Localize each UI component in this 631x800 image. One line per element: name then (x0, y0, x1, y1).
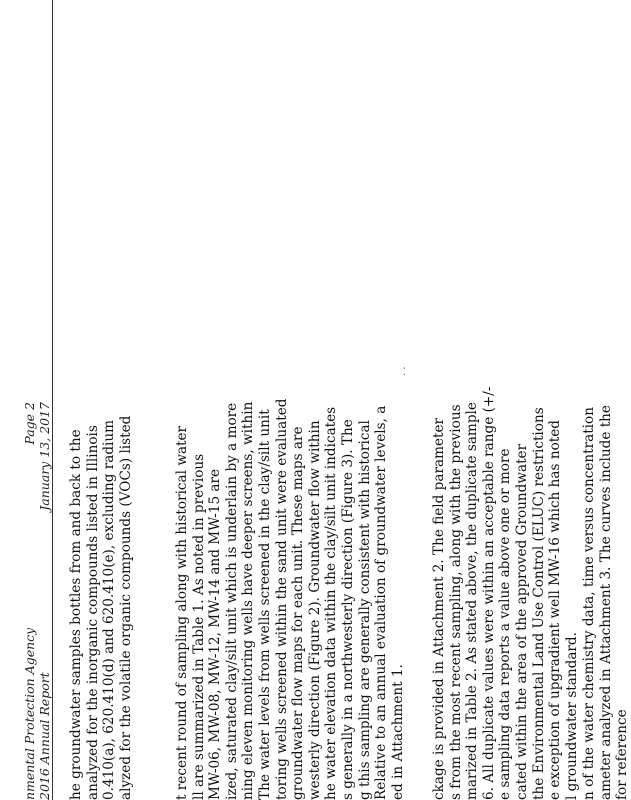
text-line: t recent round of sampling along with historical water (174, 425, 190, 800)
paragraph-sampling-analysis (68, 384, 134, 800)
page-header-right (22, 402, 52, 511)
text-line: the Environmental Land Use Control (ELUC) restrictions (530, 407, 547, 800)
text-line: ized, saturated clay/silt unit which is underlain by a more (223, 402, 240, 800)
text-line: The water levels from wells screened in the clay/silt unit (256, 409, 273, 800)
text-line: marized in Table 2. As stated above, the duplicate sample (464, 402, 481, 800)
text-line: cated within the area of the approved Groundwater (513, 443, 530, 800)
paragraph-laboratory-results (431, 333, 580, 800)
paragraph-water-levels (174, 333, 406, 800)
text-line: he groundwater samples bottles from and back to the (68, 429, 84, 800)
text-line: ckage is provided in Attachment 2. The field parameter (431, 417, 447, 800)
text-line: he water elevation data within the clay/silt unit indicates (323, 406, 340, 800)
speck-marks: · · (400, 366, 411, 376)
text-line: ed in Attachment 1. (389, 664, 406, 800)
text-line: toring wells screened within the sand unit were evaluated (273, 398, 290, 800)
text-line: MW-06, MW-08, MW-12, MW-14 and MW-15 are (207, 468, 224, 800)
text-line: analyzed for the inorganic compounds listed in Illinois (84, 425, 101, 800)
agency-name: nmental Protection Agency (22, 627, 37, 800)
text-line: ameter analyzed in Attachment 3. The curves include the (597, 405, 614, 800)
text-line: s generally in a northwesterly direction (Figure 3). The (339, 419, 356, 800)
report-date: January 13, 2017 (37, 402, 52, 511)
text-line: e sampling data reports a value above one or more (497, 448, 514, 800)
text-line: for reference (614, 709, 631, 800)
text-line: e exception of upgradient well MW-16 which has noted (547, 420, 564, 800)
text-line: groundwater flow maps for each unit. These maps are (290, 426, 307, 800)
text-line: westerly direction (Figure 2). Groundwater flow within (306, 420, 323, 800)
page-number: Page 2 (22, 402, 37, 445)
header-divider (52, 0, 53, 800)
text-line: 0.410(a), 620.410(d) and 620.410(e), excluding radium (101, 419, 118, 800)
text-line: l groundwater standard. (563, 632, 580, 800)
text-line: alyzed for the volatile organic compounds (VOCs) listed (117, 415, 134, 800)
text-line: ning eleven monitoring wells have deeper screens, within (240, 401, 257, 800)
text-line: n of the water chemistry data, time versus concentration (581, 407, 597, 800)
text-line: g this sampling are generally consistent with historical (356, 420, 373, 800)
text-line: 6. All duplicate values were within an acceptable range (+/- (480, 386, 497, 800)
text-line: ll are summarized in Table 1. As noted in previous (190, 453, 207, 800)
text-line: s from the most recent sampling, along with the previous (447, 404, 464, 800)
text-line: Relative to an annual evaluation of groundwater levels, a (373, 405, 390, 800)
page-header-left (22, 628, 52, 800)
paragraph-time-series (581, 333, 631, 800)
report-title: 2016 Annual Report (37, 672, 52, 800)
